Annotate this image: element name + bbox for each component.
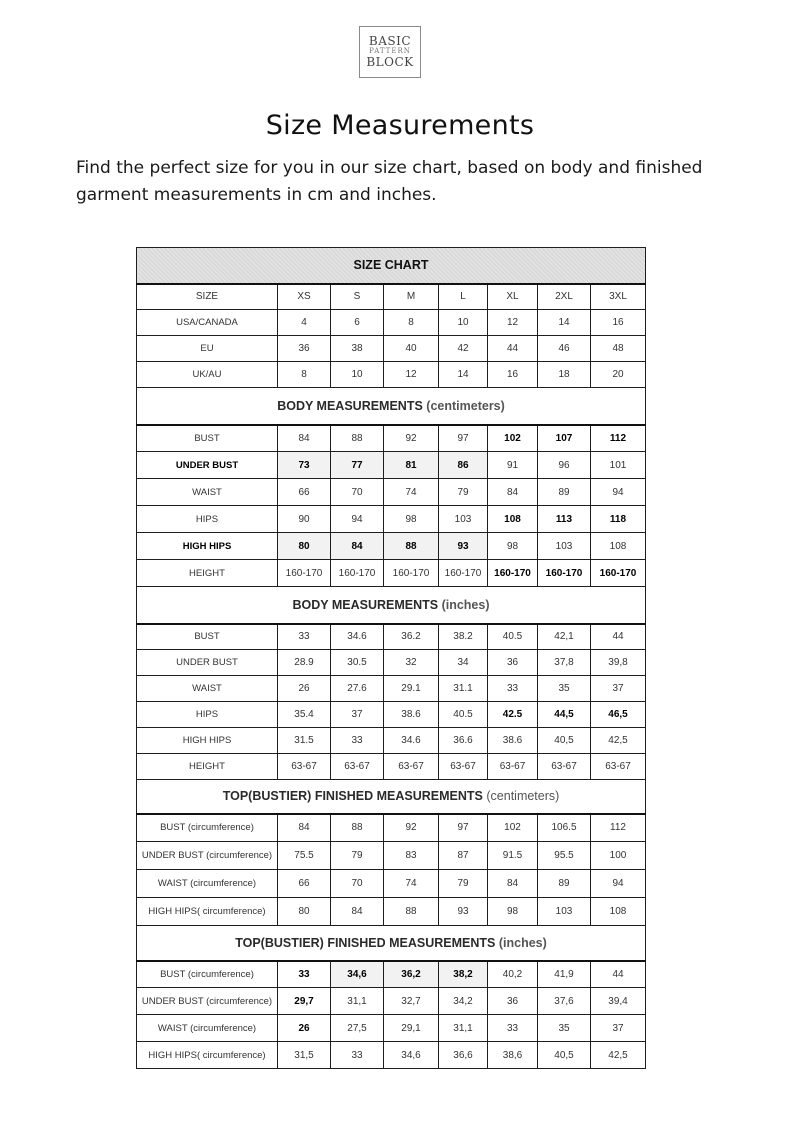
value-cell: 160-170 [591, 560, 646, 587]
row-label: UK/AU [137, 362, 278, 388]
section-title-main: BODY MEASUREMENTS [277, 398, 423, 413]
value-cell: 34,6 [384, 1042, 439, 1069]
row-label: UNDER BUST (circumference) [137, 988, 278, 1015]
section-title-main: TOP(BUSTIER) FINISHED MEASUREMENTS [222, 789, 483, 804]
row-label: HIGH HIPS( circumference) [137, 898, 278, 926]
value-cell: 63-67 [439, 754, 488, 780]
value-cell: 96 [538, 452, 591, 479]
value-cell: 38.6 [384, 702, 439, 728]
row-label: UNDER BUST (circumference) [137, 842, 278, 870]
measurement-row [137, 533, 646, 560]
value-cell: 93 [439, 898, 488, 926]
value-cell: 94 [331, 506, 384, 533]
value-cell: 39,4 [591, 988, 646, 1015]
section-title-row [137, 388, 646, 425]
section-title [137, 388, 646, 425]
measurement-row [137, 988, 646, 1015]
size-header-cell: M [384, 284, 439, 310]
value-cell: 108 [591, 533, 646, 560]
value-cell: 97 [439, 425, 488, 452]
value-cell: 44 [591, 961, 646, 988]
value-cell: 66 [278, 870, 331, 898]
value-cell: 36.6 [439, 728, 488, 754]
value-cell: 40,5 [538, 728, 591, 754]
value-cell: 42.5 [488, 702, 538, 728]
value-cell: 94 [591, 479, 646, 506]
value-cell: 36 [488, 988, 538, 1015]
size-header-label: SIZE [137, 284, 278, 310]
value-cell: 81 [384, 452, 439, 479]
row-label: UNDER BUST [137, 650, 278, 676]
size-header-cell: 2XL [538, 284, 591, 310]
value-cell: 86 [439, 452, 488, 479]
value-cell: 84 [488, 870, 538, 898]
value-cell: 42,5 [591, 728, 646, 754]
value-cell: 29,7 [278, 988, 331, 1015]
section-title-main: BODY MEASUREMENTS [292, 597, 439, 612]
measurement-row [137, 754, 646, 780]
value-cell: 84 [278, 425, 331, 452]
value-cell: 37,6 [538, 988, 591, 1015]
section-title [137, 780, 646, 814]
value-cell: 73 [278, 452, 331, 479]
value-cell: 46 [538, 336, 591, 362]
row-label: BUST (circumference) [137, 814, 278, 842]
measurement-row [137, 1042, 646, 1069]
value-cell: 8 [384, 310, 439, 336]
value-cell: 37 [591, 1015, 646, 1042]
value-cell: 160-170 [439, 560, 488, 587]
value-cell: 38,2 [439, 961, 488, 988]
value-cell: 10 [331, 362, 384, 388]
row-label: WAIST (circumference) [137, 1015, 278, 1042]
value-cell: 41,9 [538, 961, 591, 988]
section-title-unit: (centimeters) [486, 789, 560, 804]
measurement-row [137, 702, 646, 728]
value-cell: 28.9 [278, 650, 331, 676]
value-cell: 63-67 [384, 754, 439, 780]
value-cell: 63-67 [278, 754, 331, 780]
value-cell: 26 [278, 1015, 331, 1042]
section-title-unit: (inches) [498, 935, 547, 950]
value-cell: 35 [538, 676, 591, 702]
section-title-main: TOP(BUSTIER) FINISHED MEASUREMENTS [235, 935, 496, 950]
value-cell: 90 [278, 506, 331, 533]
row-label: WAIST (circumference) [137, 870, 278, 898]
section-title-row [137, 926, 646, 961]
value-cell: 84 [331, 533, 384, 560]
value-cell: 29,1 [384, 1015, 439, 1042]
row-label: HIGH HIPS [137, 728, 278, 754]
value-cell: 160-170 [278, 560, 331, 587]
value-cell: 48 [591, 336, 646, 362]
value-cell: 44,5 [538, 702, 591, 728]
value-cell: 91 [488, 452, 538, 479]
value-cell: 32,7 [384, 988, 439, 1015]
value-cell: 40 [384, 336, 439, 362]
value-cell: 77 [331, 452, 384, 479]
value-cell: 33 [278, 961, 331, 988]
chart-title-row [137, 248, 646, 284]
measurement-row [137, 728, 646, 754]
value-cell: 79 [439, 479, 488, 506]
row-label: BUST (circumference) [137, 961, 278, 988]
size-chart-table [136, 247, 646, 1069]
measurement-row [137, 560, 646, 587]
value-cell: 74 [384, 479, 439, 506]
measurement-row [137, 870, 646, 898]
value-cell: 79 [331, 842, 384, 870]
conversion-row [137, 362, 646, 388]
value-cell: 36 [488, 650, 538, 676]
value-cell: 40,5 [538, 1042, 591, 1069]
value-cell: 31,1 [439, 1015, 488, 1042]
value-cell: 27,5 [331, 1015, 384, 1042]
value-cell: 33 [488, 676, 538, 702]
value-cell: 88 [331, 425, 384, 452]
value-cell: 39,8 [591, 650, 646, 676]
row-label: WAIST [137, 479, 278, 506]
row-label: BUST [137, 624, 278, 650]
value-cell: 46,5 [591, 702, 646, 728]
value-cell: 80 [278, 898, 331, 926]
value-cell: 63-67 [488, 754, 538, 780]
row-label: WAIST [137, 676, 278, 702]
value-cell: 118 [591, 506, 646, 533]
value-cell: 14 [538, 310, 591, 336]
size-header-row [137, 284, 646, 310]
brand-logo [359, 26, 421, 78]
value-cell: 95.5 [538, 842, 591, 870]
value-cell: 40.5 [488, 624, 538, 650]
value-cell: 88 [331, 814, 384, 842]
value-cell: 87 [439, 842, 488, 870]
value-cell: 84 [331, 898, 384, 926]
value-cell: 98 [384, 506, 439, 533]
row-label: UNDER BUST [137, 452, 278, 479]
chart-title: SIZE CHART [137, 248, 646, 284]
measurement-row [137, 479, 646, 506]
value-cell: 37,8 [538, 650, 591, 676]
value-cell: 31,5 [278, 1042, 331, 1069]
value-cell: 6 [331, 310, 384, 336]
row-label: BUST [137, 425, 278, 452]
value-cell: 97 [439, 814, 488, 842]
value-cell: 63-67 [591, 754, 646, 780]
section-title-unit: (inches) [441, 597, 490, 612]
logo-line-1: BASIC [368, 34, 412, 48]
measurement-row [137, 425, 646, 452]
size-header-cell: 3XL [591, 284, 646, 310]
value-cell: 26 [278, 676, 331, 702]
value-cell: 36.2 [384, 624, 439, 650]
value-cell: 35.4 [278, 702, 331, 728]
value-cell: 40.5 [439, 702, 488, 728]
value-cell: 89 [538, 479, 591, 506]
value-cell: 12 [384, 362, 439, 388]
value-cell: 34.6 [384, 728, 439, 754]
row-label: HIPS [137, 506, 278, 533]
logo-line-3: BLOCK [366, 55, 414, 69]
value-cell: 16 [591, 310, 646, 336]
value-cell: 102 [488, 814, 538, 842]
value-cell: 74 [384, 870, 439, 898]
conversion-row [137, 310, 646, 336]
row-label: HIGH HIPS [137, 533, 278, 560]
row-label: USA/CANADA [137, 310, 278, 336]
value-cell: 27.6 [331, 676, 384, 702]
value-cell: 92 [384, 425, 439, 452]
value-cell: 34,2 [439, 988, 488, 1015]
value-cell: 29.1 [384, 676, 439, 702]
value-cell: 34 [439, 650, 488, 676]
size-header-cell: XL [488, 284, 538, 310]
row-label: EU [137, 336, 278, 362]
value-cell: 112 [591, 425, 646, 452]
measurement-row [137, 814, 646, 842]
measurement-row [137, 452, 646, 479]
section-title-unit: (centimeters) [426, 398, 505, 413]
value-cell: 80 [278, 533, 331, 560]
value-cell: 31.1 [439, 676, 488, 702]
value-cell: 35 [538, 1015, 591, 1042]
value-cell: 34.6 [331, 624, 384, 650]
value-cell: 94 [591, 870, 646, 898]
section-title [137, 587, 646, 624]
row-label: HIPS [137, 702, 278, 728]
value-cell: 160-170 [488, 560, 538, 587]
value-cell: 36 [278, 336, 331, 362]
measurement-row [137, 650, 646, 676]
logo-line-2: PATTERN [369, 47, 411, 55]
measurement-row [137, 676, 646, 702]
value-cell: 33 [278, 624, 331, 650]
row-label: HEIGHT [137, 754, 278, 780]
value-cell: 98 [488, 898, 538, 926]
measurement-row [137, 506, 646, 533]
value-cell: 38,6 [488, 1042, 538, 1069]
value-cell: 101 [591, 452, 646, 479]
intro-text: Find the perfect size for you in our size chart, based on body and finished garment measurements in cm and inches. [76, 158, 703, 205]
measurement-row [137, 898, 646, 926]
value-cell: 84 [488, 479, 538, 506]
value-cell: 88 [384, 533, 439, 560]
value-cell: 42,5 [591, 1042, 646, 1069]
value-cell: 107 [538, 425, 591, 452]
value-cell: 36,2 [384, 961, 439, 988]
value-cell: 33 [331, 728, 384, 754]
value-cell: 66 [278, 479, 331, 506]
value-cell: 103 [538, 898, 591, 926]
conversion-row [137, 336, 646, 362]
value-cell: 88 [384, 898, 439, 926]
value-cell: 103 [538, 533, 591, 560]
value-cell: 106.5 [538, 814, 591, 842]
value-cell: 33 [488, 1015, 538, 1042]
value-cell: 70 [331, 870, 384, 898]
row-label: HIGH HIPS( circumference) [137, 1042, 278, 1069]
value-cell: 4 [278, 310, 331, 336]
value-cell: 75.5 [278, 842, 331, 870]
value-cell: 113 [538, 506, 591, 533]
value-cell: 93 [439, 533, 488, 560]
value-cell: 33 [331, 1042, 384, 1069]
value-cell: 12 [488, 310, 538, 336]
value-cell: 83 [384, 842, 439, 870]
size-header-cell: L [439, 284, 488, 310]
value-cell: 14 [439, 362, 488, 388]
value-cell: 103 [439, 506, 488, 533]
value-cell: 37 [331, 702, 384, 728]
value-cell: 100 [591, 842, 646, 870]
value-cell: 160-170 [538, 560, 591, 587]
value-cell: 63-67 [538, 754, 591, 780]
value-cell: 18 [538, 362, 591, 388]
value-cell: 91.5 [488, 842, 538, 870]
value-cell: 108 [488, 506, 538, 533]
value-cell: 30.5 [331, 650, 384, 676]
value-cell: 89 [538, 870, 591, 898]
size-header-cell: S [331, 284, 384, 310]
value-cell: 42 [439, 336, 488, 362]
section-title [137, 926, 646, 961]
measurement-row [137, 624, 646, 650]
measurement-row [137, 961, 646, 988]
value-cell: 42,1 [538, 624, 591, 650]
value-cell: 102 [488, 425, 538, 452]
value-cell: 70 [331, 479, 384, 506]
value-cell: 20 [591, 362, 646, 388]
value-cell: 160-170 [331, 560, 384, 587]
size-header-cell: XS [278, 284, 331, 310]
measurement-row [137, 1015, 646, 1042]
value-cell: 63-67 [331, 754, 384, 780]
value-cell: 31,1 [331, 988, 384, 1015]
value-cell: 34,6 [331, 961, 384, 988]
value-cell: 44 [591, 624, 646, 650]
value-cell: 84 [278, 814, 331, 842]
row-label: HEIGHT [137, 560, 278, 587]
value-cell: 98 [488, 533, 538, 560]
value-cell: 37 [591, 676, 646, 702]
value-cell: 112 [591, 814, 646, 842]
value-cell: 92 [384, 814, 439, 842]
measurement-row [137, 842, 646, 870]
value-cell: 79 [439, 870, 488, 898]
value-cell: 10 [439, 310, 488, 336]
value-cell: 38.6 [488, 728, 538, 754]
value-cell: 38.2 [439, 624, 488, 650]
value-cell: 44 [488, 336, 538, 362]
section-title-row [137, 780, 646, 814]
value-cell: 38 [331, 336, 384, 362]
value-cell: 16 [488, 362, 538, 388]
value-cell: 32 [384, 650, 439, 676]
value-cell: 36,6 [439, 1042, 488, 1069]
page-title: Size Measurements [265, 110, 535, 141]
value-cell: 108 [591, 898, 646, 926]
value-cell: 8 [278, 362, 331, 388]
value-cell: 40,2 [488, 961, 538, 988]
section-title-row [137, 587, 646, 624]
value-cell: 160-170 [384, 560, 439, 587]
value-cell: 31.5 [278, 728, 331, 754]
